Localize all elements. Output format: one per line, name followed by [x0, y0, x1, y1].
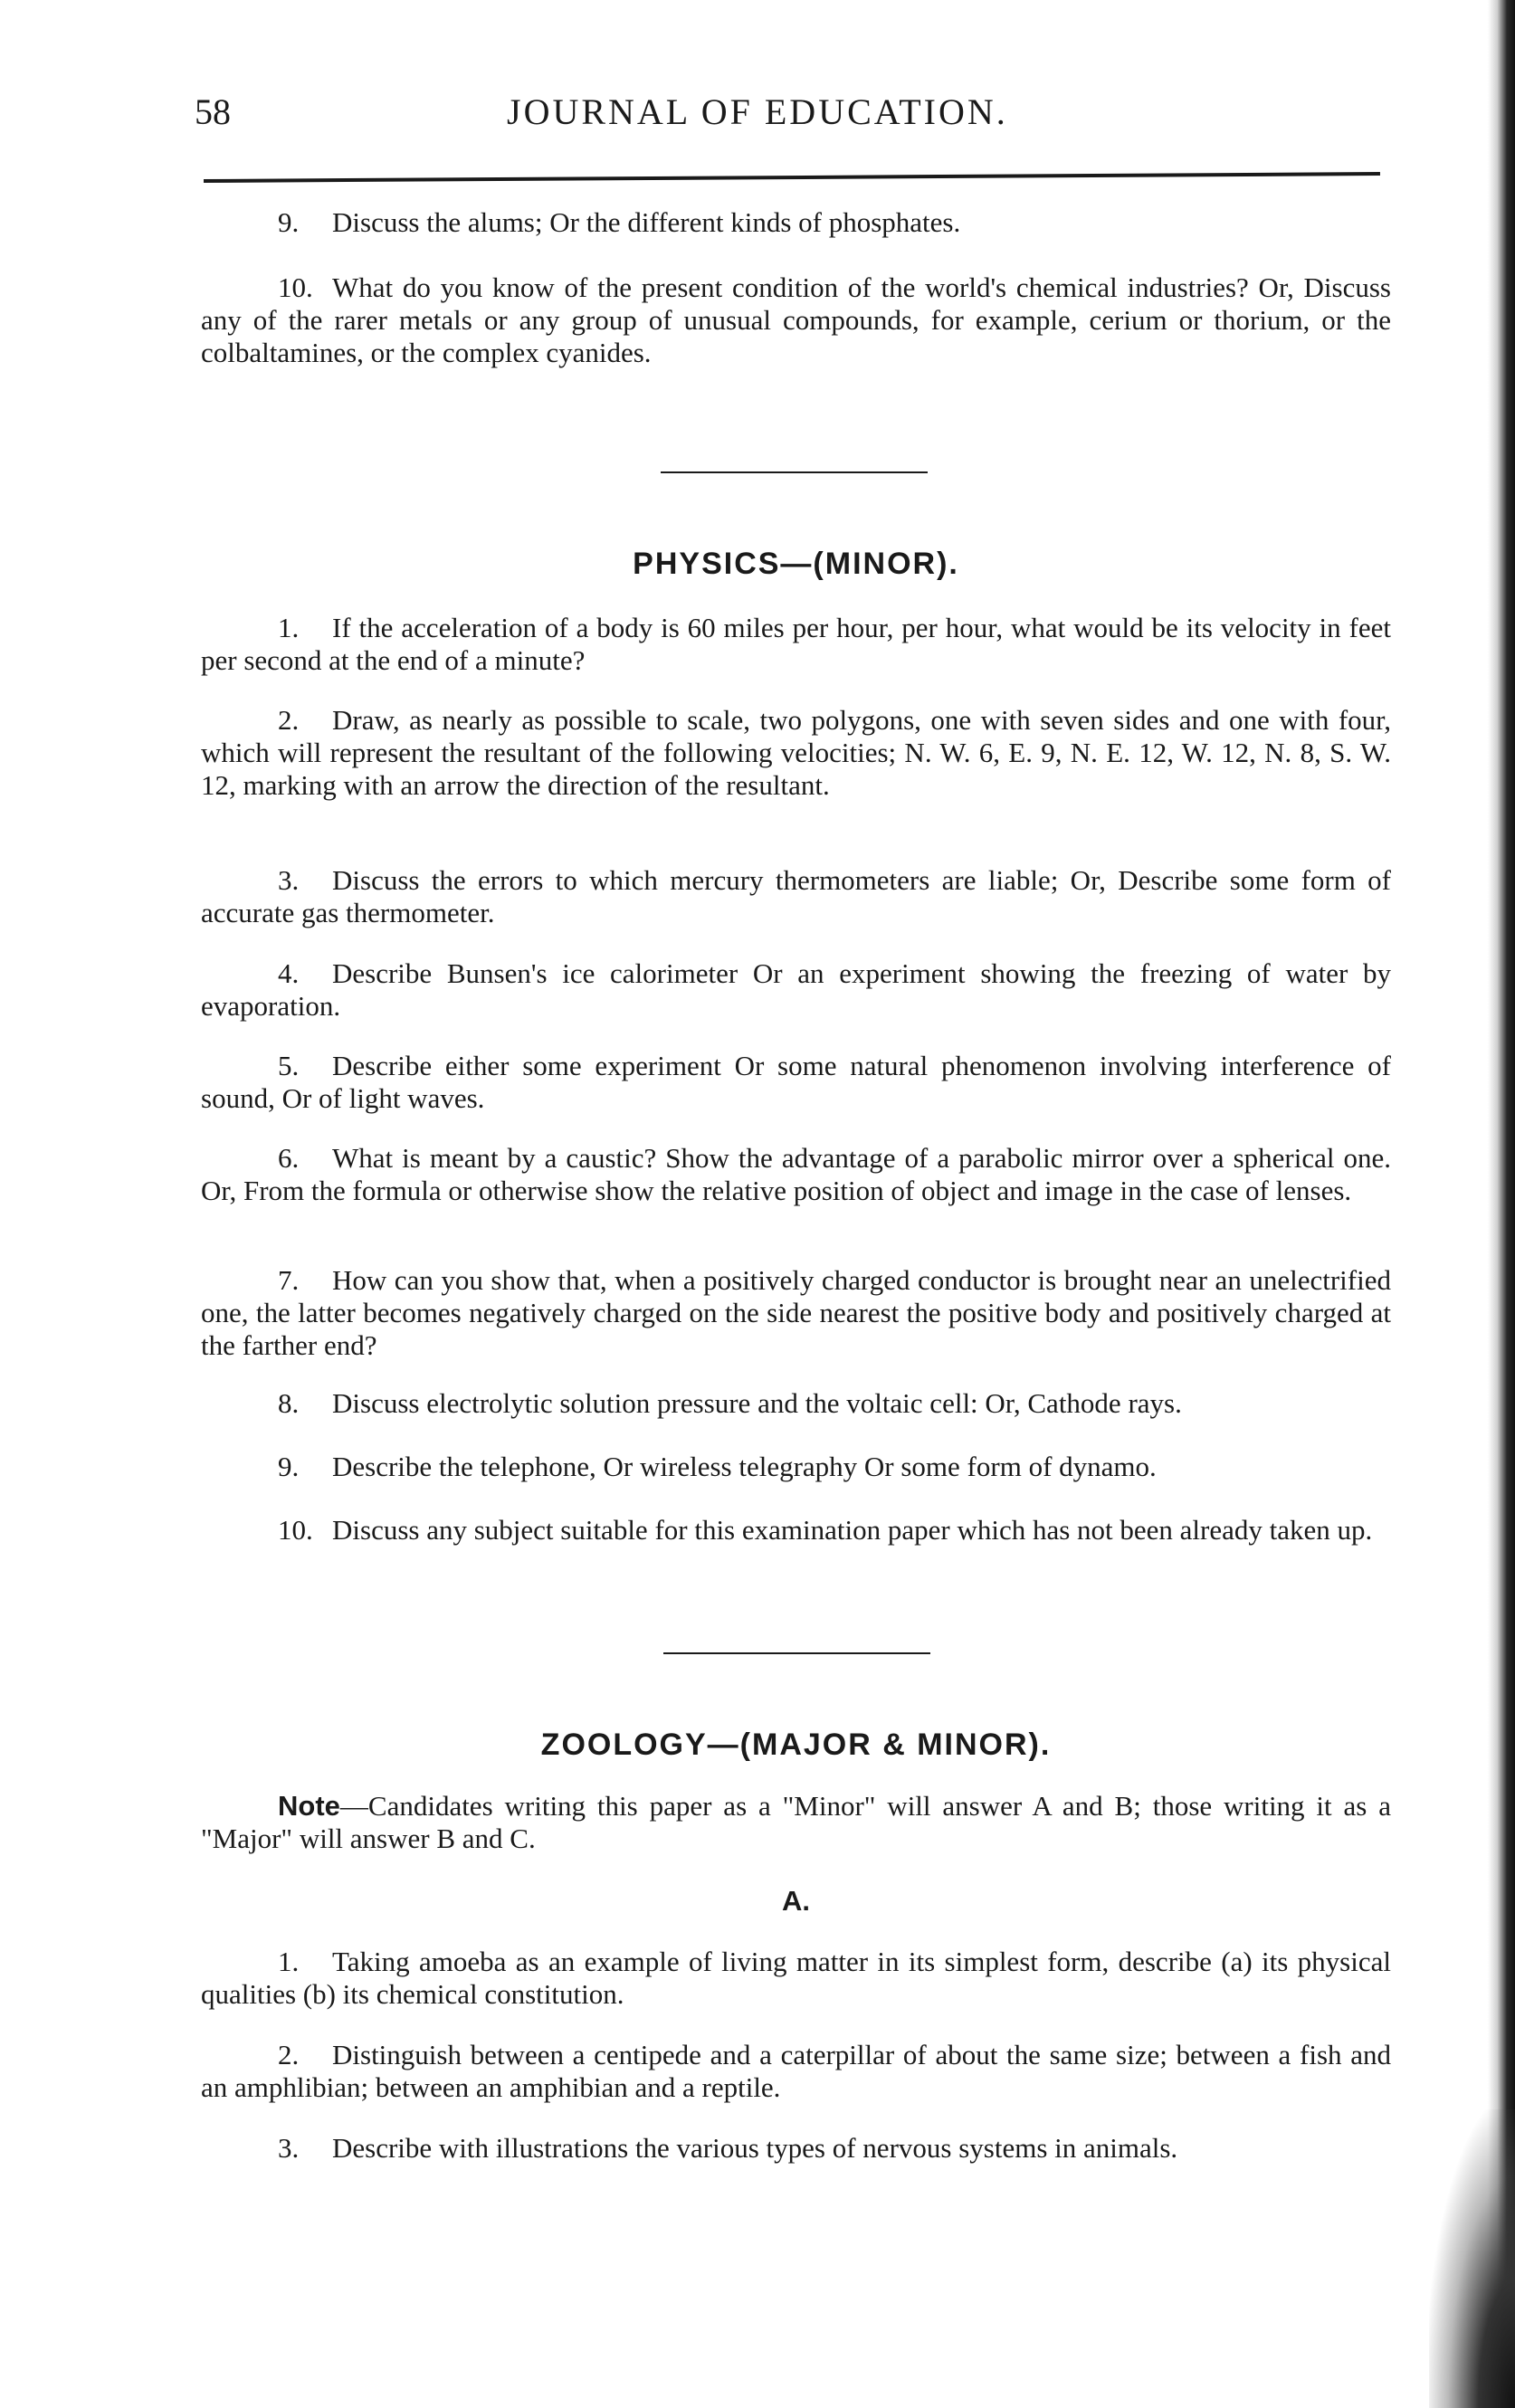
chemistry-question-10 — [201, 271, 1391, 369]
binding-ink-blot — [1429, 2109, 1515, 2408]
question-text: If the acceleration of a body is 60 miles per hour, per hour, what would be its velocity in feet per second at the end of a minute? — [201, 612, 1391, 676]
question-number: 9. — [278, 206, 300, 238]
physics-question-10 — [201, 1514, 1391, 1547]
question-text: What do you know of the present condition of the world's chemical industries? Or, Discuss any of the rarer metals or any group of unusual compounds, for example, cerium or thorium, or the colbaltamines, or the complex cyanides. — [201, 271, 1391, 368]
question-number: 3. — [278, 2132, 300, 2164]
question-text: Describe the telephone, Or wireless telegraphy Or some form of dynamo. — [332, 1451, 1157, 1482]
physics-question-9 — [201, 1451, 1391, 1483]
page-number: 58 — [195, 91, 231, 132]
physics-question-8 — [201, 1387, 1391, 1420]
note-label: Note — [278, 1790, 340, 1822]
question-number: 10. — [278, 271, 313, 303]
question-number: 7. — [278, 1264, 300, 1296]
physics-heading: PHYSICS—(MINOR). — [633, 547, 959, 581]
question-text: Describe with illustrations the various types of nervous systems in animals. — [332, 2132, 1178, 2164]
zoology-question-2 — [201, 2039, 1391, 2104]
chemistry-question-9 — [201, 206, 1391, 239]
question-text: Describe either some experiment Or some natural phenomenon involving interference of sound, Or of light waves. — [201, 1050, 1391, 1114]
question-text: Discuss electrolytic solution pressure and the voltaic cell: Or, Cathode rays. — [332, 1387, 1182, 1419]
running-head — [195, 90, 1380, 145]
physics-question-2 — [201, 704, 1391, 802]
question-text: What is meant by a caustic? Show the advantage of a parabolic mirror over a spherical one. Or, From the formula or otherwise show the relative position of object and image in the case of lenses. — [201, 1142, 1391, 1206]
zoology-note — [201, 1790, 1391, 1855]
page-binding-edge — [1488, 0, 1515, 2408]
question-text: Draw, as nearly as possible to scale, two polygons, one with seven sides and one with four, which will represent the resultant of the following velocities; N. W. 6, E. 9, N. E. 12, W. 12, N. 8, S. W. 12, marking with an arrow the direction of the resultant. — [201, 704, 1391, 801]
note-text: —Candidates writing this paper as a "Minor" will answer A and B; those writing it as a "Major" will answer B and C. — [201, 1790, 1391, 1854]
question-text: Describe Bunsen's ice calorimeter Or an experiment showing the freezing of water by evaporation. — [201, 957, 1391, 1022]
section-divider — [663, 1652, 930, 1654]
zoology-question-3 — [201, 2132, 1391, 2165]
physics-question-3 — [201, 864, 1391, 929]
question-text: Discuss the alums; Or the different kinds of phosphates. — [332, 206, 961, 238]
question-number: 9. — [278, 1451, 300, 1482]
question-number: 1. — [278, 612, 300, 643]
section-divider — [661, 471, 928, 473]
question-number: 1. — [278, 1946, 300, 1977]
physics-question-4 — [201, 957, 1391, 1023]
question-text: Taking amoeba as an example of living matter in its simplest form, describe (a) its physical qualities (b) its chemical constitution. — [201, 1946, 1391, 2010]
question-number: 6. — [278, 1142, 300, 1174]
question-number: 4. — [278, 957, 300, 989]
physics-question-7 — [201, 1264, 1391, 1362]
question-number: 2. — [278, 2039, 300, 2070]
question-number: 10. — [278, 1514, 313, 1546]
zoology-question-1 — [201, 1946, 1391, 2011]
zoology-heading: ZOOLOGY—(MAJOR & MINOR). — [540, 1727, 1052, 1762]
journal-title: JOURNAL OF EDUCATION. — [507, 91, 1008, 132]
question-number: 5. — [278, 1050, 300, 1081]
physics-question-1 — [201, 612, 1391, 677]
question-number: 8. — [278, 1387, 300, 1419]
question-text: Discuss the errors to which mercury thermometers are liable; Or, Describe some form of accurate gas thermometer. — [201, 864, 1391, 928]
physics-question-6 — [201, 1142, 1391, 1207]
question-number: 2. — [278, 704, 300, 736]
question-number: 3. — [278, 864, 300, 896]
question-text: How can you show that, when a positively charged conductor is brought near an unelectrified one, the latter becomes negatively charged on the side nearest the positive body and positively charged at the farther end? — [201, 1264, 1391, 1361]
question-text: Discuss any subject suitable for this examination paper which has not been already taken up. — [332, 1514, 1373, 1546]
physics-question-5 — [201, 1050, 1391, 1115]
header-rule — [204, 172, 1380, 183]
question-text: Distinguish between a centipede and a caterpillar of about the same size; between a fish and an amphlibian; between an amphibian and a reptile. — [201, 2039, 1391, 2103]
section-a-label: A. — [782, 1885, 810, 1917]
